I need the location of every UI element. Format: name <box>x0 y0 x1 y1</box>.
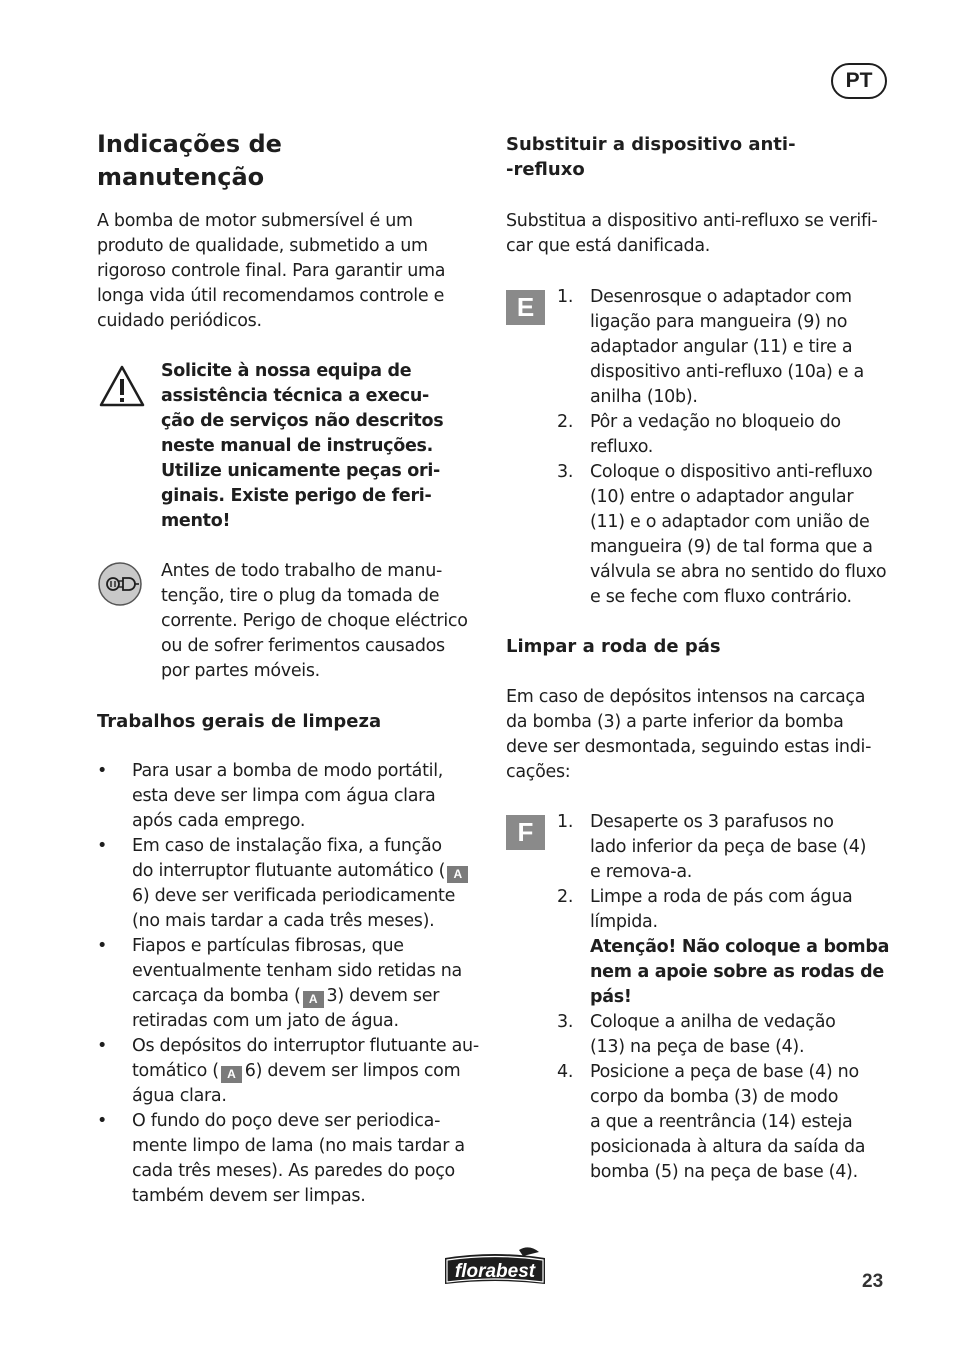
intro-line: deve ser desmontada, seguindo estas indi- <box>506 737 872 757</box>
unplug-icon <box>97 561 143 607</box>
anti-reflux-title-line1: Substituir a dispositivo anti- <box>506 134 796 155</box>
bullet-icon: • <box>97 836 108 856</box>
bullet-line: Em caso de instalação fixa, a função <box>132 836 442 856</box>
anti-reflux-steps <box>557 285 897 610</box>
intro-line: Em caso de depósitos intensos na carcaça <box>506 687 866 707</box>
unplug-text <box>161 559 481 684</box>
intro-line: da bomba (3) a parte inferior da bomba <box>506 712 844 732</box>
cleaning-bullet-list <box>97 759 492 1209</box>
step-warning-line: pás! <box>590 987 632 1007</box>
step-line: posicionada à altura da saída da <box>590 1137 866 1157</box>
step-line: a que a reentrância (14) esteja <box>590 1112 853 1132</box>
step-line: dispositivo anti-refluxo (10a) e a <box>590 362 864 382</box>
bullet-icon: • <box>97 1036 108 1056</box>
step-line: Posicione a peça de base (4) no <box>590 1062 859 1082</box>
step-line: válvula se abra no sentido do fluxo <box>590 562 887 582</box>
step-number: 1. <box>557 287 574 307</box>
bullet-icon: • <box>97 936 108 956</box>
bullet-line-text: carcaça da bomba ( <box>132 986 301 1006</box>
maintenance-intro: A bomba de motor submersível é um produto de qualidade, submetido a um rigoroso controle final. Para garantir uma longa vida útil recomendamos controle e cuidado periódicos. <box>97 211 446 331</box>
bullet-line: mente limpo de lama (no mais tardar a <box>132 1136 465 1156</box>
list-item <box>557 285 897 410</box>
bullet-line: após cada emprego. <box>132 811 306 831</box>
list-item <box>97 1109 492 1209</box>
list-item <box>97 934 492 1034</box>
anti-reflux-title-line2: -refluxo <box>506 159 585 180</box>
bullet-line: cada três meses). As paredes do poço <box>132 1161 455 1181</box>
bullet-line: eventualmente tenham sido retidas na <box>132 961 462 981</box>
list-item <box>557 460 897 610</box>
bullet-line: também devem ser limpas. <box>132 1186 366 1206</box>
warning-line: Solicite à nossa equipa de <box>161 361 412 381</box>
figure-tag-e: E <box>506 290 545 325</box>
warning-line: assistência técnica a execu- <box>161 386 429 406</box>
list-item <box>97 759 492 834</box>
brand-logo <box>439 1246 551 1288</box>
unplug-line: corrente. Perigo de choque eléctrico <box>161 611 468 631</box>
step-number: 2. <box>557 887 574 907</box>
step-line: Coloque o dispositivo anti-refluxo <box>590 462 873 482</box>
step-line: límpida. <box>590 912 658 932</box>
step-line: Desaperte os 3 parafusos no <box>590 812 834 832</box>
bullet-line: retiradas com um jato de água. <box>132 1011 399 1031</box>
step-number: 1. <box>557 812 574 832</box>
unplug-line: por partes móveis. <box>161 661 320 681</box>
step-line: e se feche com fluxo contrário. <box>590 587 852 607</box>
step-line: e remova-a. <box>590 862 693 882</box>
figure-tag-f: F <box>506 815 545 850</box>
bullet-line-text: 6) devem ser limpos com <box>244 1061 461 1081</box>
unplug-line: ou de sofrer ferimentos causados <box>161 636 445 656</box>
language-badge: PT <box>831 63 887 99</box>
step-number: 3. <box>557 462 574 482</box>
intro-line: Substitua a dispositivo anti-refluxo se verifi- <box>506 211 878 231</box>
warning-line: Utilize unicamente peças ori- <box>161 461 441 481</box>
step-line: Coloque a anilha de vedação <box>590 1012 836 1032</box>
unplug-line: tenção, tire o plug da tomada de <box>161 586 440 606</box>
bullet-icon: • <box>97 761 108 781</box>
warning-line: ginais. Existe perigo de feri- <box>161 486 432 506</box>
brand-logo-text: florabest <box>454 1261 536 1282</box>
warning-line: ção de serviços não descritos <box>161 411 444 431</box>
bullet-line <box>132 1059 492 1084</box>
anti-reflux-intro <box>506 209 896 259</box>
intro-line: car que está danificada. <box>506 236 711 256</box>
step-line: anilha (10b). <box>590 387 698 407</box>
step-line: ligação para mangueira (9) no <box>590 312 848 332</box>
wheel-steps <box>557 810 897 1185</box>
step-line: (13) na peça de base (4). <box>590 1037 805 1057</box>
figure-ref-tag: A <box>221 1066 242 1083</box>
step-line: mangueira (9) de tal forma que a <box>590 537 873 557</box>
maintenance-title-line1: Indicações de <box>97 130 282 158</box>
bullet-line: Para usar a bomba de modo portátil, <box>132 761 444 781</box>
bullet-line: O fundo do poço deve ser periodica- <box>132 1111 441 1131</box>
page-number: 23 <box>862 1271 884 1292</box>
bullet-line: 6) deve ser verificada periodicamente <box>132 886 456 906</box>
wheel-section-title: Limpar a roda de pás <box>506 636 721 657</box>
warning-text <box>161 359 481 534</box>
step-warning-line: nem a apoie sobre as rodas de <box>590 962 884 982</box>
anti-reflux-heading <box>506 132 896 182</box>
bullet-line-text: 3) devem ser <box>326 986 440 1006</box>
step-number: 2. <box>557 412 574 432</box>
figure-ref-tag: A <box>447 866 468 883</box>
step-line: adaptador angular (11) e tire a <box>590 337 853 357</box>
bullet-line <box>132 859 492 884</box>
bullet-icon: • <box>97 1111 108 1131</box>
bullet-line-text: tomático ( <box>132 1061 219 1081</box>
warning-line: mento! <box>161 511 231 531</box>
warning-icon <box>98 364 146 408</box>
list-item <box>557 885 897 1010</box>
step-line: Pôr a vedação no bloqueio do <box>590 412 841 432</box>
step-line: refluxo. <box>590 437 654 457</box>
bullet-line: Fiapos e partículas fibrosas, que <box>132 936 404 956</box>
wheel-intro <box>506 685 896 785</box>
maintenance-title-line2: manutenção <box>97 163 265 191</box>
step-line: bomba (5) na peça de base (4). <box>590 1162 858 1182</box>
list-item <box>557 410 897 460</box>
bullet-line <box>132 984 492 1009</box>
figure-ref-tag: A <box>303 991 324 1008</box>
step-warning-line: Atenção! Não coloque a bomba <box>590 937 890 957</box>
step-line: Desenrosque o adaptador com <box>590 287 852 307</box>
step-line: Limpe a roda de pás com água <box>590 887 853 907</box>
maintenance-heading <box>97 128 477 194</box>
intro-line: cações: <box>506 762 571 782</box>
bullet-line: esta deve ser limpa com água clara <box>132 786 436 806</box>
list-item <box>97 834 492 934</box>
step-number: 4. <box>557 1062 574 1082</box>
list-item <box>557 1060 897 1185</box>
step-line: corpo da bomba (3) de modo <box>590 1087 839 1107</box>
unplug-line: Antes de todo trabalho de manu- <box>161 561 442 581</box>
step-line: (10) entre o adaptador angular <box>590 487 854 507</box>
step-line: lado inferior da peça de base (4) <box>590 837 867 857</box>
list-item <box>557 1010 897 1060</box>
list-item <box>557 810 897 885</box>
warning-line: neste manual de instruções. <box>161 436 433 456</box>
list-item <box>97 1034 492 1109</box>
bullet-line: água clara. <box>132 1086 227 1106</box>
bullet-line: (no mais tardar a cada três meses). <box>132 911 435 931</box>
step-number: 3. <box>557 1012 574 1032</box>
cleaning-section-title: Trabalhos gerais de limpeza <box>97 711 382 732</box>
bullet-line: Os depósitos do interruptor flutuante au- <box>132 1036 479 1056</box>
bullet-line-text: do interruptor flutuante automático ( <box>132 861 446 881</box>
step-line: (11) e o adaptador com união de <box>590 512 870 532</box>
